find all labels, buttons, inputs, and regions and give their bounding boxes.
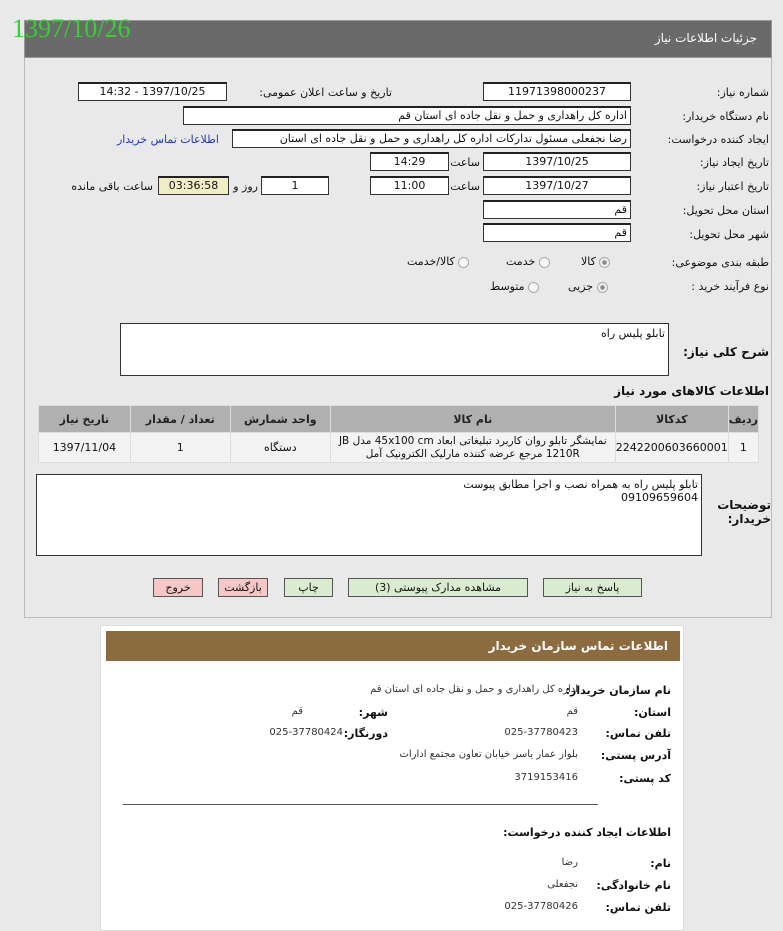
contact-card bbox=[100, 625, 684, 931]
phone-label: تلفن تماس: bbox=[605, 727, 671, 740]
city-value: قم bbox=[291, 706, 303, 717]
buyer-label: نام دستگاه خریدار: bbox=[682, 110, 769, 123]
city-field[interactable]: قم bbox=[483, 223, 631, 242]
goods-table bbox=[38, 405, 759, 463]
description-label: شرح کلی نیاز: bbox=[683, 345, 769, 359]
category-option-both[interactable]: کالا/خدمت bbox=[407, 255, 469, 268]
contact-card-title: اطلاعات تماس سازمان خریدار bbox=[106, 631, 680, 661]
fax-value: 025-37780424 bbox=[269, 727, 343, 738]
remaining-time-field: 03:36:58 bbox=[158, 176, 229, 195]
notes-field[interactable] bbox=[36, 474, 702, 556]
need-number-label: شماره نیاز: bbox=[716, 86, 769, 99]
exit-button[interactable]: خروج bbox=[153, 578, 203, 597]
goods-title: اطلاعات کالاهای مورد نیاز bbox=[614, 384, 769, 398]
notes-line: 09109659604 bbox=[621, 491, 698, 504]
reply-button[interactable]: پاسخ به نیاز bbox=[543, 578, 642, 597]
radio-icon bbox=[528, 282, 539, 293]
created-date-field[interactable]: 1397/10/25 bbox=[483, 152, 631, 171]
col-row: ردیف bbox=[728, 406, 758, 433]
page-title: جزئیات اطلاعات نیاز bbox=[654, 31, 757, 45]
process-option-minor[interactable]: جزیی bbox=[568, 280, 608, 293]
print-button[interactable]: چاپ bbox=[284, 578, 333, 597]
creator-phone-label: تلفن تماس: bbox=[605, 901, 671, 914]
created-time-label: ساعت bbox=[450, 156, 480, 169]
remaining-label: ساعت باقی مانده bbox=[71, 180, 153, 193]
org-label: نام سازمان خریدار: bbox=[565, 684, 671, 697]
days-field[interactable]: 1 bbox=[261, 176, 329, 195]
valid-time-field[interactable]: 11:00 bbox=[370, 176, 449, 195]
date-stamp: 1397/10/26 bbox=[12, 14, 131, 43]
province-label: استان محل تحویل: bbox=[682, 204, 769, 217]
creator-label: ایجاد کننده درخواست: bbox=[667, 133, 769, 146]
city-label: شهر: bbox=[358, 706, 388, 719]
buyer-field[interactable]: اداره کل راهداری و حمل و نقل جاده ای استان قم bbox=[183, 106, 631, 125]
attachments-button[interactable]: مشاهده مدارک پیوستی (3) bbox=[348, 578, 528, 597]
family-value: نجفعلی bbox=[547, 879, 578, 890]
notes-label: توضیحات خریدار: bbox=[717, 498, 771, 526]
process-option-medium[interactable]: متوسط bbox=[490, 280, 539, 293]
table-row: 1 2242200603660001 نمایشگر تابلو روان کاربرد تبلیغاتی ابعاد 45x100 cm مدل JB 1210R مرجع عرضه کننده مارلیک الکترونیک آمل دستگاه 1 1397/11/04 bbox=[39, 433, 759, 463]
announce-label: تاریخ و ساعت اعلان عمومی: bbox=[259, 86, 392, 99]
col-qty: تعداد / مقدار bbox=[130, 406, 230, 433]
notes-line: تابلو پلیس راه به همراه نصب و اجرا مطابق پیوست bbox=[463, 478, 698, 491]
family-label: نام خانوادگی: bbox=[596, 879, 671, 892]
phone-value: 025-37780423 bbox=[504, 727, 578, 738]
postal-value: 3719153416 bbox=[514, 772, 578, 783]
buyer-contact-link[interactable]: اطلاعات تماس خریدار bbox=[117, 133, 219, 146]
valid-date-field[interactable]: 1397/10/27 bbox=[483, 176, 631, 195]
announce-field[interactable]: 1397/10/25 - 14:32 bbox=[78, 82, 227, 101]
postal-label: کد پستی: bbox=[619, 772, 671, 785]
category-option-service[interactable]: خدمت bbox=[506, 255, 550, 268]
created-time-field[interactable]: 14:29 bbox=[370, 152, 449, 171]
valid-label: تاریخ اعتبار نیاز: bbox=[696, 180, 769, 193]
description-field[interactable]: تابلو پلیس راه bbox=[120, 323, 669, 376]
category-label: طبقه بندی موضوعی: bbox=[671, 256, 769, 269]
page-header bbox=[24, 20, 772, 58]
province-label: استان: bbox=[634, 706, 671, 719]
province-value: قم bbox=[566, 706, 578, 717]
col-date: تاریخ نیاز bbox=[39, 406, 131, 433]
fax-label: دورنگار: bbox=[343, 727, 388, 740]
creator-phone-value: 025-37780426 bbox=[504, 901, 578, 912]
creator-field[interactable]: رضا نجفعلی مسئول تدارکات اداره کل راهداری و حمل و نقل جاده ای استان bbox=[232, 129, 631, 148]
radio-icon bbox=[458, 257, 469, 268]
creator-title: اطلاعات ایجاد کننده درخواست: bbox=[503, 826, 671, 839]
radio-icon bbox=[539, 257, 550, 268]
created-label: تاریخ ایجاد نیاز: bbox=[699, 156, 769, 169]
org-value: اداره کل راهداری و حمل و نقل جاده ای استان قم bbox=[370, 684, 578, 695]
back-button[interactable]: بازگشت bbox=[218, 578, 268, 597]
address-label: آدرس پستی: bbox=[600, 749, 671, 762]
process-label: نوع فرآیند خرید : bbox=[691, 280, 769, 293]
col-unit: واحد شمارش bbox=[230, 406, 330, 433]
days-label: روز و bbox=[233, 180, 258, 193]
col-code: کدکالا bbox=[615, 406, 728, 433]
radio-icon bbox=[597, 282, 608, 293]
category-option-goods[interactable]: کالا bbox=[581, 255, 610, 268]
valid-time-label: ساعت bbox=[450, 180, 480, 193]
col-name: نام کالا bbox=[330, 406, 615, 433]
name-value: رضا bbox=[561, 857, 578, 868]
need-number-field[interactable]: 11971398000237 bbox=[483, 82, 631, 101]
divider bbox=[123, 804, 598, 805]
address-value: بلوار عمار یاسر خیابان تعاون مجتمع ادارات bbox=[399, 749, 578, 760]
city-label: شهر محل تحویل: bbox=[689, 228, 769, 241]
name-label: نام: bbox=[650, 857, 671, 870]
radio-icon bbox=[599, 257, 610, 268]
province-field[interactable]: قم bbox=[483, 200, 631, 219]
